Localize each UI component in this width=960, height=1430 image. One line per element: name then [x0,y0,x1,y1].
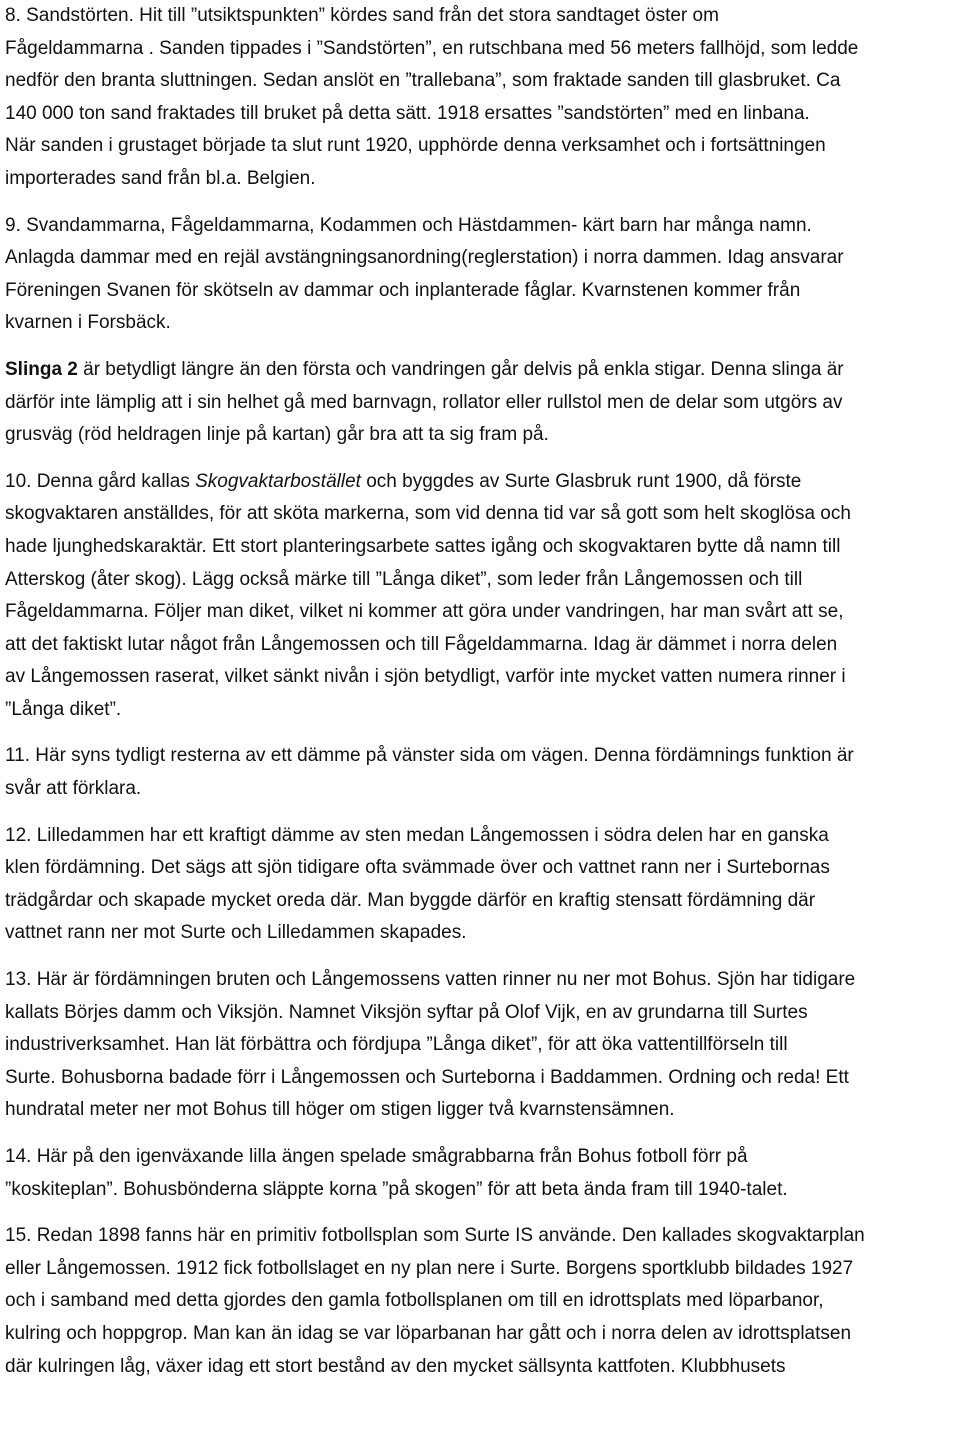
text-line: Fågeldammarna . Sanden tippades i ”Sandstörten”, en rutschbana med 56 meters fallhöjd, som ledde [5,37,859,59]
text-line: 11. Här syns tydligt resterna av ett dämme på vänster sida om vägen. Denna fördämnings funktion är [5,745,854,767]
paragraph [5,740,955,805]
text-span: 10. Denna gård kallas [5,470,196,492]
text-line: 12. Lilledammen har ett kraftigt dämme av sten medan Långemossen i södra delen har en ganska [5,824,829,846]
text-line: 15. Redan 1898 fanns här en primitiv fotbollsplan som Surte IS använde. Den kallades skogvaktarplan [5,1225,865,1247]
paragraph-gap [5,726,955,740]
text-span: är betydligt längre än den första och vandringen går delvis på enkla stigar. Denna slinga är [77,358,844,380]
paragraph [5,820,955,950]
text-line: 14. Här på den igenväxande lilla ängen spelade smågrabbarna från Bohus fotboll förr på [5,1146,748,1167]
text-line: eller Långemossen. 1912 fick fotbollslaget en ny plan nere i Surte. Borgens sportklubb bildades 1927 [5,1257,854,1279]
paragraph [5,210,955,340]
text-line: ”Långa diket”. [5,698,122,720]
paragraph [5,0,955,196]
text-line: Fågeldammarna. Följer man diket, vilket ni kommer att göra under vandringen, har man svårt att se, [5,601,844,623]
text-line [5,354,955,387]
paragraph [5,354,955,452]
text-line: hade ljunghedskaraktär. Ett stort planteringsarbete sattes igång och skogvaktaren bytte då namn till [5,535,841,557]
paragraph [5,964,955,1127]
text-line: svår att förklara. [5,778,142,800]
paragraph-gap [5,1127,955,1141]
text-line: vattnet rann ner mot Surte och Lilledammen skapades. [5,922,467,944]
text-line: nedför den branta sluttningen. Sedan anslöt en ”trallebana”, som fraktade sanden till glasbruket. Ca [5,70,841,92]
italic-name: Skogvaktarbostället [195,470,361,492]
text-line: trädgårdar och skapade mycket oreda där. Man byggde därför en kraftig stensatt fördämning där [5,889,816,911]
paragraph-gap [5,452,955,466]
text-line: importerades sand från bl.a. Belgien. [5,167,316,189]
paragraph [5,1141,955,1206]
text-line: skogvaktaren anställdes, för att sköta markerna, som vid denna tid var så gott som helt skoglösa och [5,503,851,525]
paragraph-gap [5,950,955,964]
paragraph [5,1220,955,1383]
text-line: När sanden i grustaget började ta slut runt 1920, upphörde denna verksamhet och i fortsättningen [5,135,826,157]
text-line: kulring och hoppgrop. Man kan än idag se var löparbanan har gått och i norra delen av idrottsplatsen [5,1322,852,1344]
text-line: kallats Börjes damm och Viksjön. Namnet Viksjön syftar på Olof Vijk, en av grundarna till Surtes [5,1001,808,1023]
text-line: Föreningen Svanen för skötseln av dammar och inplanterade fåglar. Kvarnstenen kommer från [5,279,801,301]
text-line: 140 000 ton sand fraktades till bruket på detta sätt. 1918 ersattes ”sandstörten” med en linbana. [5,102,810,124]
text-line: ”koskiteplan”. Bohusbönderna släppte korna ”på skogen” för att beta ända fram till 1940-talet. [5,1178,788,1200]
text-line: Atterskog (åter skog). Lägg också märke till ”Långa diket”, som leder från Långemossen och till [5,568,803,590]
paragraph-gap [5,806,955,820]
paragraph-gap [5,1206,955,1220]
text-line: att det faktiskt lutar något från Långemossen och till Fågeldammarna. Idag är dämmet i norra delen [5,633,838,655]
paragraph-gap [5,340,955,354]
text-line: av Långemossen raserat, vilket sänkt nivån i sjön betydligt, varför inte mycket vatten numera rinner i [5,666,846,688]
text-span: och byggdes av Surte Glasbruk runt 1900, då förste [360,470,802,492]
paragraph-gap [5,196,955,210]
text-line: 8. Sandstörten. Hit till ”utsiktspunkten” kördes sand från det stora sandtaget öster om [5,5,719,26]
text-line: 9. Svandammarna, Fågeldammarna, Kodammen och Hästdammen- kärt barn har många namn. [5,214,812,236]
text-line: industriverksamhet. Han lät förbättra och fördjupa ”Långa diket”, för att öka vattentillförseln till [5,1034,788,1056]
paragraph [5,466,955,727]
text-line: Surte. Bohusborna badade förr i Långemossen och Surteborna i Baddammen. Ordning och reda! Ett [5,1066,849,1088]
bold-heading: Slinga 2 [5,358,78,380]
text-line: därför inte lämplig att i sin helhet gå med barnvagn, rollator eller rullstol men de delar som utgörs av [5,391,843,413]
text-line: hundratal meter ner mot Bohus till höger om stigen ligger två kvarnstensämnen. [5,1099,675,1121]
text-line: där kulringen låg, växer idag ett stort bestånd av den mycket sällsynta kattfoten. Klubbhusets [5,1355,786,1377]
text-line: klen fördämning. Det sägs att sjön tidigare ofta svämmade över och vattnet rann ner i Surtebornas [5,857,830,879]
text-line: grusväg (röd heldragen linje på kartan) går bra att ta sig fram på. [5,424,549,446]
text-line: och i samband med detta gjordes den gamla fotbollsplanen om till en idrottsplats med löparbanor, [5,1290,824,1312]
text-line [5,466,955,499]
text-line: 13. Här är fördämningen bruten och Långemossens vatten rinner nu ner mot Bohus. Sjön har tidigare [5,969,856,991]
text-line: Anlagda dammar med en rejäl avstängningsanordning(reglerstation) i norra dammen. Idag ansvarar [5,247,844,269]
text-line: kvarnen i Forsbäck. [5,312,171,334]
